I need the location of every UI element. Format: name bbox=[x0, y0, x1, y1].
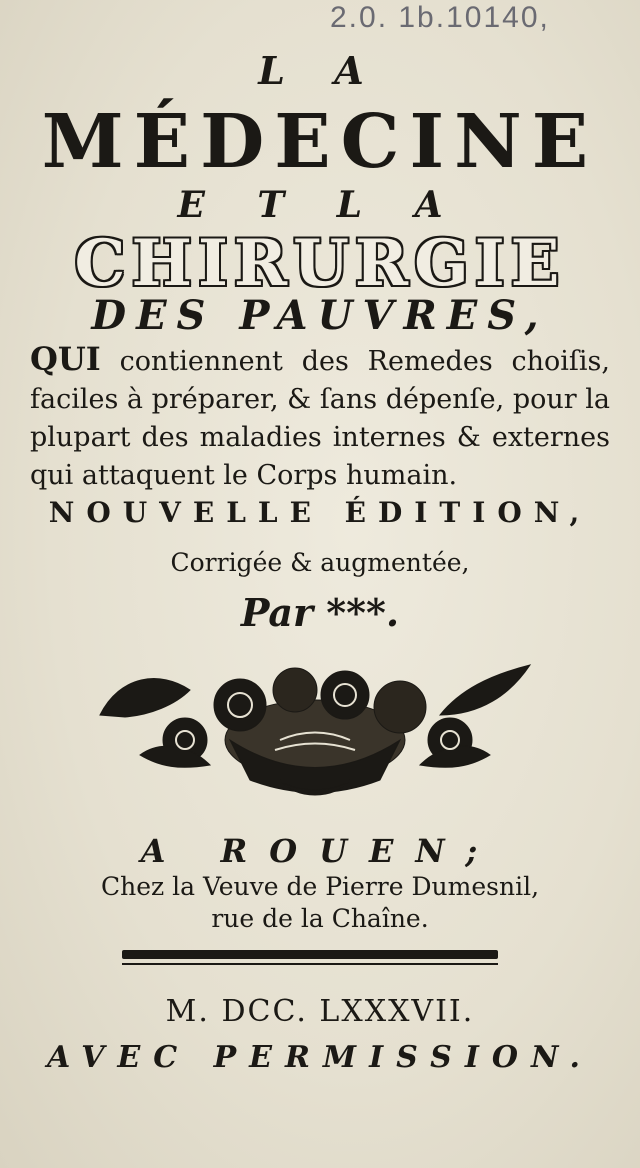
description-initial: QUI bbox=[30, 340, 101, 378]
title-chirurgie: CHIRURGIE bbox=[74, 226, 566, 301]
shelfmark-annotation: 2.0. 1b.10140, bbox=[330, 1, 550, 34]
floral-basket-ornament-icon bbox=[80, 645, 550, 805]
title-des-pauvres: DES PAUVRES, bbox=[91, 292, 549, 339]
author-statement: Par ***. bbox=[240, 590, 400, 635]
imprint-place: A ROUEN; bbox=[140, 832, 500, 870]
thin-rule bbox=[122, 963, 498, 965]
imprint-street: rue de la Chaîne. bbox=[211, 904, 429, 933]
title-line-la: L A bbox=[258, 48, 382, 93]
title-line-et-la: E T L A bbox=[177, 184, 463, 226]
thick-rule bbox=[122, 950, 498, 959]
imprint-date: M. DCC. LXXXVII. bbox=[165, 994, 475, 1029]
corrected-statement: Corrigée & augmentée, bbox=[170, 548, 470, 577]
description-text: contiennent des Remedes choiſis, faciles à préparer, & ſans dépenſe, pour la plupart des maladies internes & externes qui attaquent le Corps humain. bbox=[30, 346, 610, 491]
title-medecine: MÉDECINE bbox=[41, 99, 599, 185]
description-paragraph bbox=[30, 340, 610, 495]
imprint-publisher: Chez la Veuve de Pierre Dumesnil, bbox=[100, 872, 540, 901]
edition-statement: NOUVELLE ÉDITION, bbox=[48, 496, 592, 529]
permission-statement: AVEC PERMISSION. bbox=[47, 1040, 593, 1075]
